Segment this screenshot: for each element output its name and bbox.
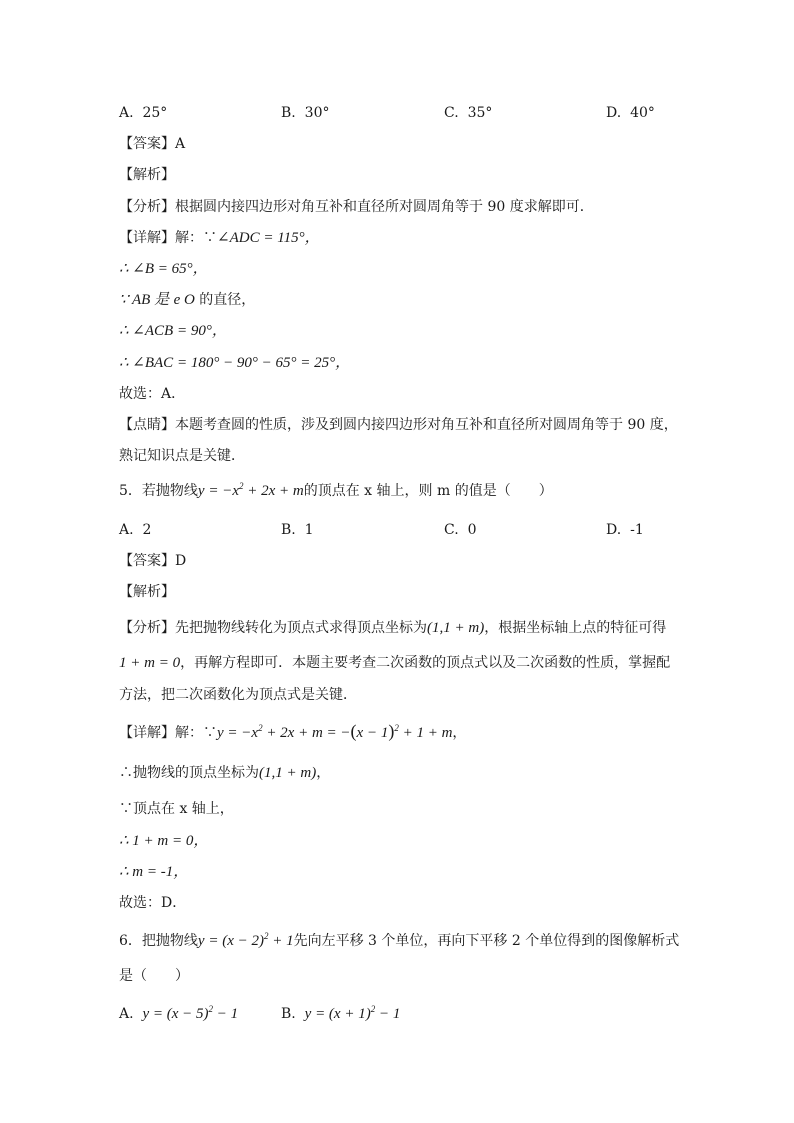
q5-step-4: ∴ m = -1， <box>119 864 189 880</box>
q5-step-1: ∴抛物线的顶点坐标为(1,1 + m)， <box>119 765 331 781</box>
q6-option-b: B. $y = (x + 1)^2 - 1$ <box>281 1004 401 1022</box>
q6-formula: $y = (x - 2)^2 + 1$ <box>197 931 294 949</box>
q5-vertex-form: $y = -x^2 + 2x + m = -(x - 1)^2 + 1 + m$ <box>217 721 453 741</box>
q5-result: 故选：D． <box>119 895 187 911</box>
q4-step-4: ∴ ∠BAC = 180° − 90° − 65° = 25°， <box>119 355 351 371</box>
q6-option-b-formula: $y = (x + 1)^2 - 1$ <box>304 1004 401 1022</box>
q5-step-2: ∵顶点在 x 轴上， <box>119 801 234 817</box>
q4-answer: 【答案】A <box>119 136 186 152</box>
q5-fenxi: 【分析】先把抛物线转化为顶点式求得顶点坐标为(1,1 + m)，根据坐标轴上点的特征可得 <box>119 620 667 636</box>
q5-answer: 【答案】D <box>119 553 187 569</box>
q5-xiangjie: 【详解】解：∵y = $-x^2 + 2x + m = -(x - 1)^2 + 1 + m$， <box>119 721 467 741</box>
q4-dianjing: 【点睛】本题考查圆的性质，涉及到圆内接四边形对角互补和直径所对圆周角等于 90 度， <box>119 417 678 433</box>
q4-option-c: C. 35° <box>444 105 493 121</box>
q6-option-a-formula: $y = (x - 5)^2 - 1$ <box>142 1004 239 1022</box>
q4-dianjing-line2: 熟记知识点是关键． <box>119 448 245 464</box>
q5-stem: 5．若抛物线$y = -x^2 + 2x + m$的顶点在 x 轴上，则 m 的值是（ ） <box>119 481 553 499</box>
q4-step-1: ∴ ∠B = 65°， <box>119 261 208 277</box>
q5-step-3: ∴ 1 + m = 0， <box>119 833 209 849</box>
q4-option-a: A. 25° <box>119 105 168 121</box>
q4-step-3: ∴ ∠ACB = 90°， <box>119 323 227 339</box>
q5-fenxi-line3: 方法，把二次函数化为顶点式是关键． <box>119 687 357 703</box>
q5-option-c: C. 0 <box>444 522 477 538</box>
q4-result: 故选：A． <box>119 386 186 402</box>
q5-analysis-header: 【解析】 <box>119 584 175 600</box>
q5-option-d: D. -1 <box>606 522 644 538</box>
q5-formula: $y = -x^2 + 2x + m$ <box>197 481 304 499</box>
q5-option-a: A. 2 <box>119 522 152 538</box>
q4-option-d: D. 40° <box>606 105 655 121</box>
q4-step-2: ∵ AB 是 e O 的直径， <box>119 292 256 308</box>
q5-option-b: B. 1 <box>281 522 314 538</box>
q6-stem: 6．把抛物线$y = (x - 2)^2 + 1$先向左平移 3 个单位，再向下平移 2 个单位得到的图像解析式 <box>119 931 680 949</box>
q6-stem-line2: 是（ ） <box>119 968 189 984</box>
q4-xiangjie: 【详解】解：∵∠ADC = 115°， <box>119 230 320 246</box>
q4-fenxi: 【分析】根据圆内接四边形对角互补和直径所对圆周角等于 90 度求解即可． <box>119 199 594 215</box>
q4-analysis-header: 【解析】 <box>119 167 175 183</box>
q6-option-a: A. $y = (x - 5)^2 - 1$ <box>119 1004 239 1022</box>
q5-fenxi-line2: 1 + m = 0，再解方程即可．本题主要考查二次函数的顶点式以及二次函数的性质，掌握配 <box>119 655 671 671</box>
q4-option-b: B. 30° <box>281 105 330 121</box>
